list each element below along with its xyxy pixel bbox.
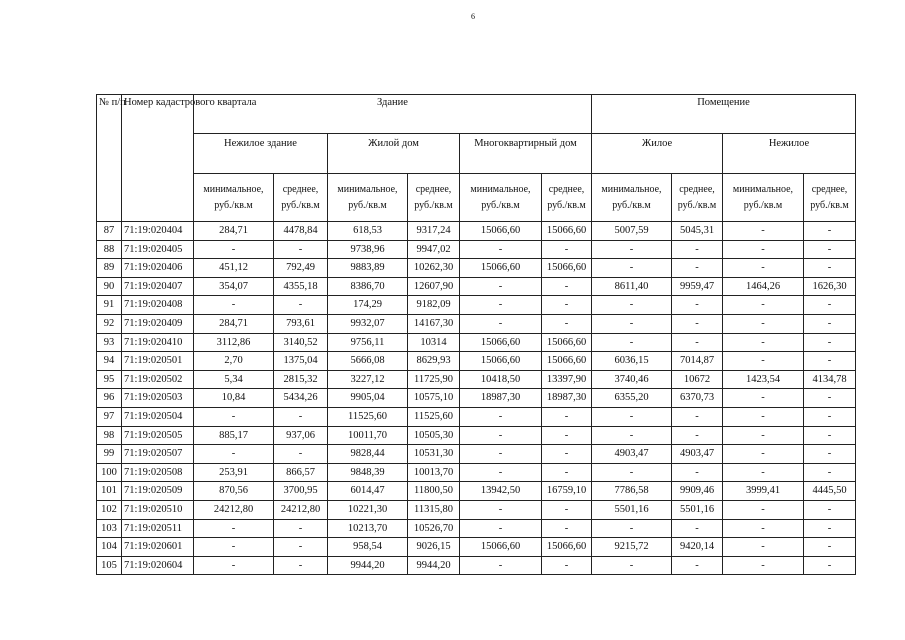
price-cell: 4134,78 bbox=[804, 370, 856, 389]
price-cell: 18987,30 bbox=[542, 389, 592, 408]
price-cell: 16759,10 bbox=[542, 482, 592, 501]
price-cell: 9944,20 bbox=[328, 556, 408, 575]
price-cell: 1423,54 bbox=[723, 370, 804, 389]
price-cell: - bbox=[592, 314, 672, 333]
price-cell: - bbox=[804, 259, 856, 278]
price-cell: 9944,20 bbox=[408, 556, 460, 575]
cadastral-quarter-cell: 71:19:020601 bbox=[122, 538, 194, 557]
price-cell: 8386,70 bbox=[328, 277, 408, 296]
price-cell: 5434,26 bbox=[274, 389, 328, 408]
price-cell: - bbox=[723, 314, 804, 333]
price-cell: 937,06 bbox=[274, 426, 328, 445]
price-cell: - bbox=[723, 222, 804, 241]
price-cell: - bbox=[804, 296, 856, 315]
price-cell: - bbox=[723, 407, 804, 426]
table-row bbox=[97, 463, 856, 482]
price-cell: 6370,73 bbox=[672, 389, 723, 408]
price-cell: - bbox=[460, 500, 542, 519]
price-cell: - bbox=[274, 445, 328, 464]
price-cell: - bbox=[804, 407, 856, 426]
row-number-cell: 99 bbox=[97, 445, 122, 464]
price-cell: 10213,70 bbox=[328, 519, 408, 538]
price-cell: 9947,02 bbox=[408, 240, 460, 259]
price-cell: - bbox=[542, 519, 592, 538]
header-min: минимальное, руб./кв.м bbox=[194, 174, 274, 222]
price-cell: 9317,24 bbox=[408, 222, 460, 241]
price-cell: - bbox=[723, 333, 804, 352]
header-nonresidential-building: Нежилое здание bbox=[194, 134, 328, 174]
table-row bbox=[97, 352, 856, 371]
row-number-cell: 98 bbox=[97, 426, 122, 445]
price-cell: - bbox=[460, 445, 542, 464]
price-cell: 4445,50 bbox=[804, 482, 856, 501]
price-cell: - bbox=[542, 426, 592, 445]
price-cell: - bbox=[723, 352, 804, 371]
price-cell: 1626,30 bbox=[804, 277, 856, 296]
price-cell: 18987,30 bbox=[460, 389, 542, 408]
table-row bbox=[97, 277, 856, 296]
price-cell: - bbox=[804, 445, 856, 464]
row-number-cell: 89 bbox=[97, 259, 122, 278]
price-cell: 3112,86 bbox=[194, 333, 274, 352]
price-cell: 15066,60 bbox=[460, 538, 542, 557]
price-cell: - bbox=[804, 519, 856, 538]
price-cell: 10,84 bbox=[194, 389, 274, 408]
price-cell: 15066,60 bbox=[542, 352, 592, 371]
cadastral-quarter-cell: 71:19:020508 bbox=[122, 463, 194, 482]
price-cell: 2,70 bbox=[194, 352, 274, 371]
price-cell: 6036,15 bbox=[592, 352, 672, 371]
page-number: 6 bbox=[471, 12, 475, 21]
price-table bbox=[96, 94, 856, 575]
price-cell: - bbox=[672, 259, 723, 278]
price-cell: - bbox=[460, 277, 542, 296]
price-cell: - bbox=[460, 296, 542, 315]
header-min: минимальное, руб./кв.м bbox=[328, 174, 408, 222]
price-cell: 9959,47 bbox=[672, 277, 723, 296]
price-cell: 866,57 bbox=[274, 463, 328, 482]
header-num: № п/п bbox=[97, 95, 122, 222]
price-cell: - bbox=[194, 519, 274, 538]
header-min: минимальное, руб./кв.м bbox=[592, 174, 672, 222]
table-row bbox=[97, 240, 856, 259]
price-cell: 8629,93 bbox=[408, 352, 460, 371]
price-cell: - bbox=[460, 426, 542, 445]
price-cell: - bbox=[804, 426, 856, 445]
cadastral-quarter-cell: 71:19:020405 bbox=[122, 240, 194, 259]
price-cell: 11725,90 bbox=[408, 370, 460, 389]
price-cell: 9738,96 bbox=[328, 240, 408, 259]
price-cell: - bbox=[592, 240, 672, 259]
cadastral-quarter-cell: 71:19:020404 bbox=[122, 222, 194, 241]
price-cell: - bbox=[804, 222, 856, 241]
price-cell: 5007,59 bbox=[592, 222, 672, 241]
price-cell: 3740,46 bbox=[592, 370, 672, 389]
price-cell: 3140,52 bbox=[274, 333, 328, 352]
price-cell: 10011,70 bbox=[328, 426, 408, 445]
price-cell: 253,91 bbox=[194, 463, 274, 482]
cadastral-quarter-cell: 71:19:020408 bbox=[122, 296, 194, 315]
price-cell: 5666,08 bbox=[328, 352, 408, 371]
price-cell: - bbox=[460, 556, 542, 575]
price-cell: 3700,95 bbox=[274, 482, 328, 501]
price-cell: 10013,70 bbox=[408, 463, 460, 482]
price-cell: - bbox=[672, 333, 723, 352]
price-cell: 885,17 bbox=[194, 426, 274, 445]
price-cell: - bbox=[804, 352, 856, 371]
header-apartment-building: Многоквартирный дом bbox=[460, 134, 592, 174]
price-cell: 1375,04 bbox=[274, 352, 328, 371]
header-premises: Помещение bbox=[592, 95, 856, 134]
price-cell: - bbox=[460, 240, 542, 259]
row-number-cell: 91 bbox=[97, 296, 122, 315]
table-row bbox=[97, 500, 856, 519]
price-cell: 451,12 bbox=[194, 259, 274, 278]
price-cell: - bbox=[194, 407, 274, 426]
price-cell: 10575,10 bbox=[408, 389, 460, 408]
cadastral-quarter-cell: 71:19:020604 bbox=[122, 556, 194, 575]
price-cell: - bbox=[723, 389, 804, 408]
price-cell: - bbox=[804, 314, 856, 333]
table-row bbox=[97, 426, 856, 445]
table-row bbox=[97, 333, 856, 352]
price-cell: 12607,90 bbox=[408, 277, 460, 296]
price-cell: 5,34 bbox=[194, 370, 274, 389]
price-cell: - bbox=[542, 314, 592, 333]
price-cell: 9182,09 bbox=[408, 296, 460, 315]
header-residential-house: Жилой дом bbox=[328, 134, 460, 174]
price-cell: 9026,15 bbox=[408, 538, 460, 557]
price-cell: 793,61 bbox=[274, 314, 328, 333]
price-cell: - bbox=[592, 426, 672, 445]
header-residential-premises: Жилое bbox=[592, 134, 723, 174]
cadastral-quarter-cell: 71:19:020505 bbox=[122, 426, 194, 445]
price-cell: - bbox=[194, 538, 274, 557]
price-cell: - bbox=[723, 538, 804, 557]
price-cell: - bbox=[804, 389, 856, 408]
price-cell: 958,54 bbox=[328, 538, 408, 557]
price-cell: - bbox=[672, 519, 723, 538]
price-cell: 9756,11 bbox=[328, 333, 408, 352]
header-min: минимальное, руб./кв.м bbox=[723, 174, 804, 222]
price-cell: 9932,07 bbox=[328, 314, 408, 333]
table-row bbox=[97, 538, 856, 557]
cadastral-quarter-cell: 71:19:020409 bbox=[122, 314, 194, 333]
price-cell: - bbox=[592, 407, 672, 426]
price-cell: - bbox=[723, 445, 804, 464]
price-cell: - bbox=[274, 519, 328, 538]
price-cell: - bbox=[672, 463, 723, 482]
price-cell: 9420,14 bbox=[672, 538, 723, 557]
price-cell: - bbox=[274, 296, 328, 315]
price-cell: 4903,47 bbox=[672, 445, 723, 464]
price-cell: - bbox=[804, 333, 856, 352]
price-cell: - bbox=[460, 407, 542, 426]
price-cell: - bbox=[542, 445, 592, 464]
price-cell: - bbox=[194, 240, 274, 259]
cadastral-quarter-cell: 71:19:020507 bbox=[122, 445, 194, 464]
cadastral-quarter-cell: 71:19:020406 bbox=[122, 259, 194, 278]
row-number-cell: 95 bbox=[97, 370, 122, 389]
price-cell: 2815,32 bbox=[274, 370, 328, 389]
price-cell: 4355,18 bbox=[274, 277, 328, 296]
table-row bbox=[97, 296, 856, 315]
price-cell: - bbox=[194, 445, 274, 464]
price-cell: - bbox=[723, 259, 804, 278]
price-cell: - bbox=[592, 463, 672, 482]
table-row bbox=[97, 556, 856, 575]
cadastral-quarter-cell: 71:19:020503 bbox=[122, 389, 194, 408]
cadastral-quarter-cell: 71:19:020510 bbox=[122, 500, 194, 519]
row-number-cell: 90 bbox=[97, 277, 122, 296]
price-cell: - bbox=[542, 500, 592, 519]
price-cell: - bbox=[804, 240, 856, 259]
header-avg: среднее, руб./кв.м bbox=[804, 174, 856, 222]
price-cell: - bbox=[592, 556, 672, 575]
price-cell: 15066,60 bbox=[460, 352, 542, 371]
price-cell: - bbox=[542, 407, 592, 426]
table-row bbox=[97, 519, 856, 538]
price-cell: 5045,31 bbox=[672, 222, 723, 241]
price-cell: - bbox=[672, 296, 723, 315]
price-cell: - bbox=[274, 556, 328, 575]
price-cell: - bbox=[592, 333, 672, 352]
price-cell: - bbox=[194, 556, 274, 575]
row-number-cell: 97 bbox=[97, 407, 122, 426]
cadastral-quarter-cell: 71:19:020410 bbox=[122, 333, 194, 352]
price-cell: - bbox=[723, 296, 804, 315]
cadastral-quarter-cell: 71:19:020511 bbox=[122, 519, 194, 538]
price-cell: 3227,12 bbox=[328, 370, 408, 389]
price-cell: - bbox=[460, 519, 542, 538]
price-cell: - bbox=[542, 463, 592, 482]
table-row bbox=[97, 407, 856, 426]
price-cell: - bbox=[274, 538, 328, 557]
cadastral-quarter-cell: 71:19:020407 bbox=[122, 277, 194, 296]
price-cell: - bbox=[804, 463, 856, 482]
price-cell: 10505,30 bbox=[408, 426, 460, 445]
price-cell: - bbox=[274, 240, 328, 259]
price-cell: 11525,60 bbox=[328, 407, 408, 426]
price-cell: - bbox=[804, 500, 856, 519]
price-cell: - bbox=[723, 240, 804, 259]
price-cell: 7014,87 bbox=[672, 352, 723, 371]
price-cell: 15066,60 bbox=[542, 333, 592, 352]
row-number-cell: 87 bbox=[97, 222, 122, 241]
row-number-cell: 96 bbox=[97, 389, 122, 408]
price-cell: 15066,60 bbox=[542, 538, 592, 557]
price-cell: - bbox=[542, 556, 592, 575]
header-avg: среднее, руб./кв.м bbox=[672, 174, 723, 222]
price-cell: 792,49 bbox=[274, 259, 328, 278]
price-cell: 9909,46 bbox=[672, 482, 723, 501]
price-cell: 9828,44 bbox=[328, 445, 408, 464]
price-cell: - bbox=[672, 407, 723, 426]
price-cell: 10221,30 bbox=[328, 500, 408, 519]
price-cell: 15066,60 bbox=[460, 222, 542, 241]
row-number-cell: 104 bbox=[97, 538, 122, 557]
price-cell: 10418,50 bbox=[460, 370, 542, 389]
row-number-cell: 88 bbox=[97, 240, 122, 259]
table-row bbox=[97, 314, 856, 333]
cadastral-quarter-cell: 71:19:020502 bbox=[122, 370, 194, 389]
row-number-cell: 94 bbox=[97, 352, 122, 371]
row-number-cell: 105 bbox=[97, 556, 122, 575]
price-cell: 24212,80 bbox=[274, 500, 328, 519]
price-cell: - bbox=[274, 407, 328, 426]
row-number-cell: 102 bbox=[97, 500, 122, 519]
header-avg: среднее, руб./кв.м bbox=[408, 174, 460, 222]
price-cell: 174,29 bbox=[328, 296, 408, 315]
price-cell: - bbox=[672, 240, 723, 259]
price-cell: - bbox=[592, 259, 672, 278]
price-cell: 13942,50 bbox=[460, 482, 542, 501]
row-number-cell: 100 bbox=[97, 463, 122, 482]
row-number-cell: 101 bbox=[97, 482, 122, 501]
price-cell: - bbox=[592, 519, 672, 538]
price-cell: 6014,47 bbox=[328, 482, 408, 501]
price-cell: 4478,84 bbox=[274, 222, 328, 241]
price-cell: 10262,30 bbox=[408, 259, 460, 278]
row-number-cell: 92 bbox=[97, 314, 122, 333]
header-avg: среднее, руб./кв.м bbox=[542, 174, 592, 222]
price-cell: 11800,50 bbox=[408, 482, 460, 501]
price-cell: 8611,40 bbox=[592, 277, 672, 296]
table-row bbox=[97, 389, 856, 408]
price-cell: - bbox=[723, 426, 804, 445]
price-cell: 618,53 bbox=[328, 222, 408, 241]
price-cell: 11525,60 bbox=[408, 407, 460, 426]
price-cell: - bbox=[804, 556, 856, 575]
price-cell: - bbox=[804, 538, 856, 557]
table-row bbox=[97, 482, 856, 501]
price-cell: 14167,30 bbox=[408, 314, 460, 333]
price-cell: 284,71 bbox=[194, 314, 274, 333]
price-cell: 5501,16 bbox=[592, 500, 672, 519]
header-nonresidential-premises: Нежилое bbox=[723, 134, 856, 174]
price-cell: 9905,04 bbox=[328, 389, 408, 408]
price-cell: - bbox=[194, 296, 274, 315]
price-cell: 9883,89 bbox=[328, 259, 408, 278]
price-cell: 9848,39 bbox=[328, 463, 408, 482]
price-cell: 15066,60 bbox=[542, 259, 592, 278]
table-row bbox=[97, 222, 856, 241]
price-cell: - bbox=[542, 296, 592, 315]
price-cell: 870,56 bbox=[194, 482, 274, 501]
price-cell: - bbox=[460, 314, 542, 333]
price-cell: - bbox=[542, 277, 592, 296]
price-cell: 6355,20 bbox=[592, 389, 672, 408]
price-cell: 11315,80 bbox=[408, 500, 460, 519]
cadastral-quarter-cell: 71:19:020504 bbox=[122, 407, 194, 426]
price-cell: - bbox=[672, 426, 723, 445]
table-row bbox=[97, 445, 856, 464]
cadastral-quarter-cell: 71:19:020509 bbox=[122, 482, 194, 501]
price-cell: - bbox=[592, 296, 672, 315]
row-number-cell: 93 bbox=[97, 333, 122, 352]
price-cell: 284,71 bbox=[194, 222, 274, 241]
table-row bbox=[97, 370, 856, 389]
price-cell: 24212,80 bbox=[194, 500, 274, 519]
price-cell: - bbox=[723, 500, 804, 519]
price-cell: 1464,26 bbox=[723, 277, 804, 296]
price-cell: - bbox=[723, 519, 804, 538]
header-cadastral-quarter: Номер кадастрового квартала bbox=[122, 95, 194, 222]
cadastral-quarter-cell: 71:19:020501 bbox=[122, 352, 194, 371]
header-avg: среднее, руб./кв.м bbox=[274, 174, 328, 222]
header-min: минимальное, руб./кв.м bbox=[460, 174, 542, 222]
price-cell: - bbox=[723, 556, 804, 575]
price-cell: - bbox=[672, 556, 723, 575]
price-cell: 10672 bbox=[672, 370, 723, 389]
header-building: Здание bbox=[194, 95, 592, 134]
price-cell: 15066,60 bbox=[542, 222, 592, 241]
price-cell: - bbox=[672, 314, 723, 333]
price-cell: 15066,60 bbox=[460, 259, 542, 278]
price-cell: 3999,41 bbox=[723, 482, 804, 501]
table-body bbox=[97, 222, 856, 575]
table-row bbox=[97, 259, 856, 278]
price-cell: 4903,47 bbox=[592, 445, 672, 464]
price-cell: 7786,58 bbox=[592, 482, 672, 501]
price-cell: 354,07 bbox=[194, 277, 274, 296]
price-cell: 13397,90 bbox=[542, 370, 592, 389]
price-cell: 10526,70 bbox=[408, 519, 460, 538]
price-cell: - bbox=[723, 463, 804, 482]
price-cell: - bbox=[460, 463, 542, 482]
price-cell: 10531,30 bbox=[408, 445, 460, 464]
price-cell: 10314 bbox=[408, 333, 460, 352]
price-cell: - bbox=[542, 240, 592, 259]
row-number-cell: 103 bbox=[97, 519, 122, 538]
price-cell: 5501,16 bbox=[672, 500, 723, 519]
price-cell: 9215,72 bbox=[592, 538, 672, 557]
price-cell: 15066,60 bbox=[460, 333, 542, 352]
